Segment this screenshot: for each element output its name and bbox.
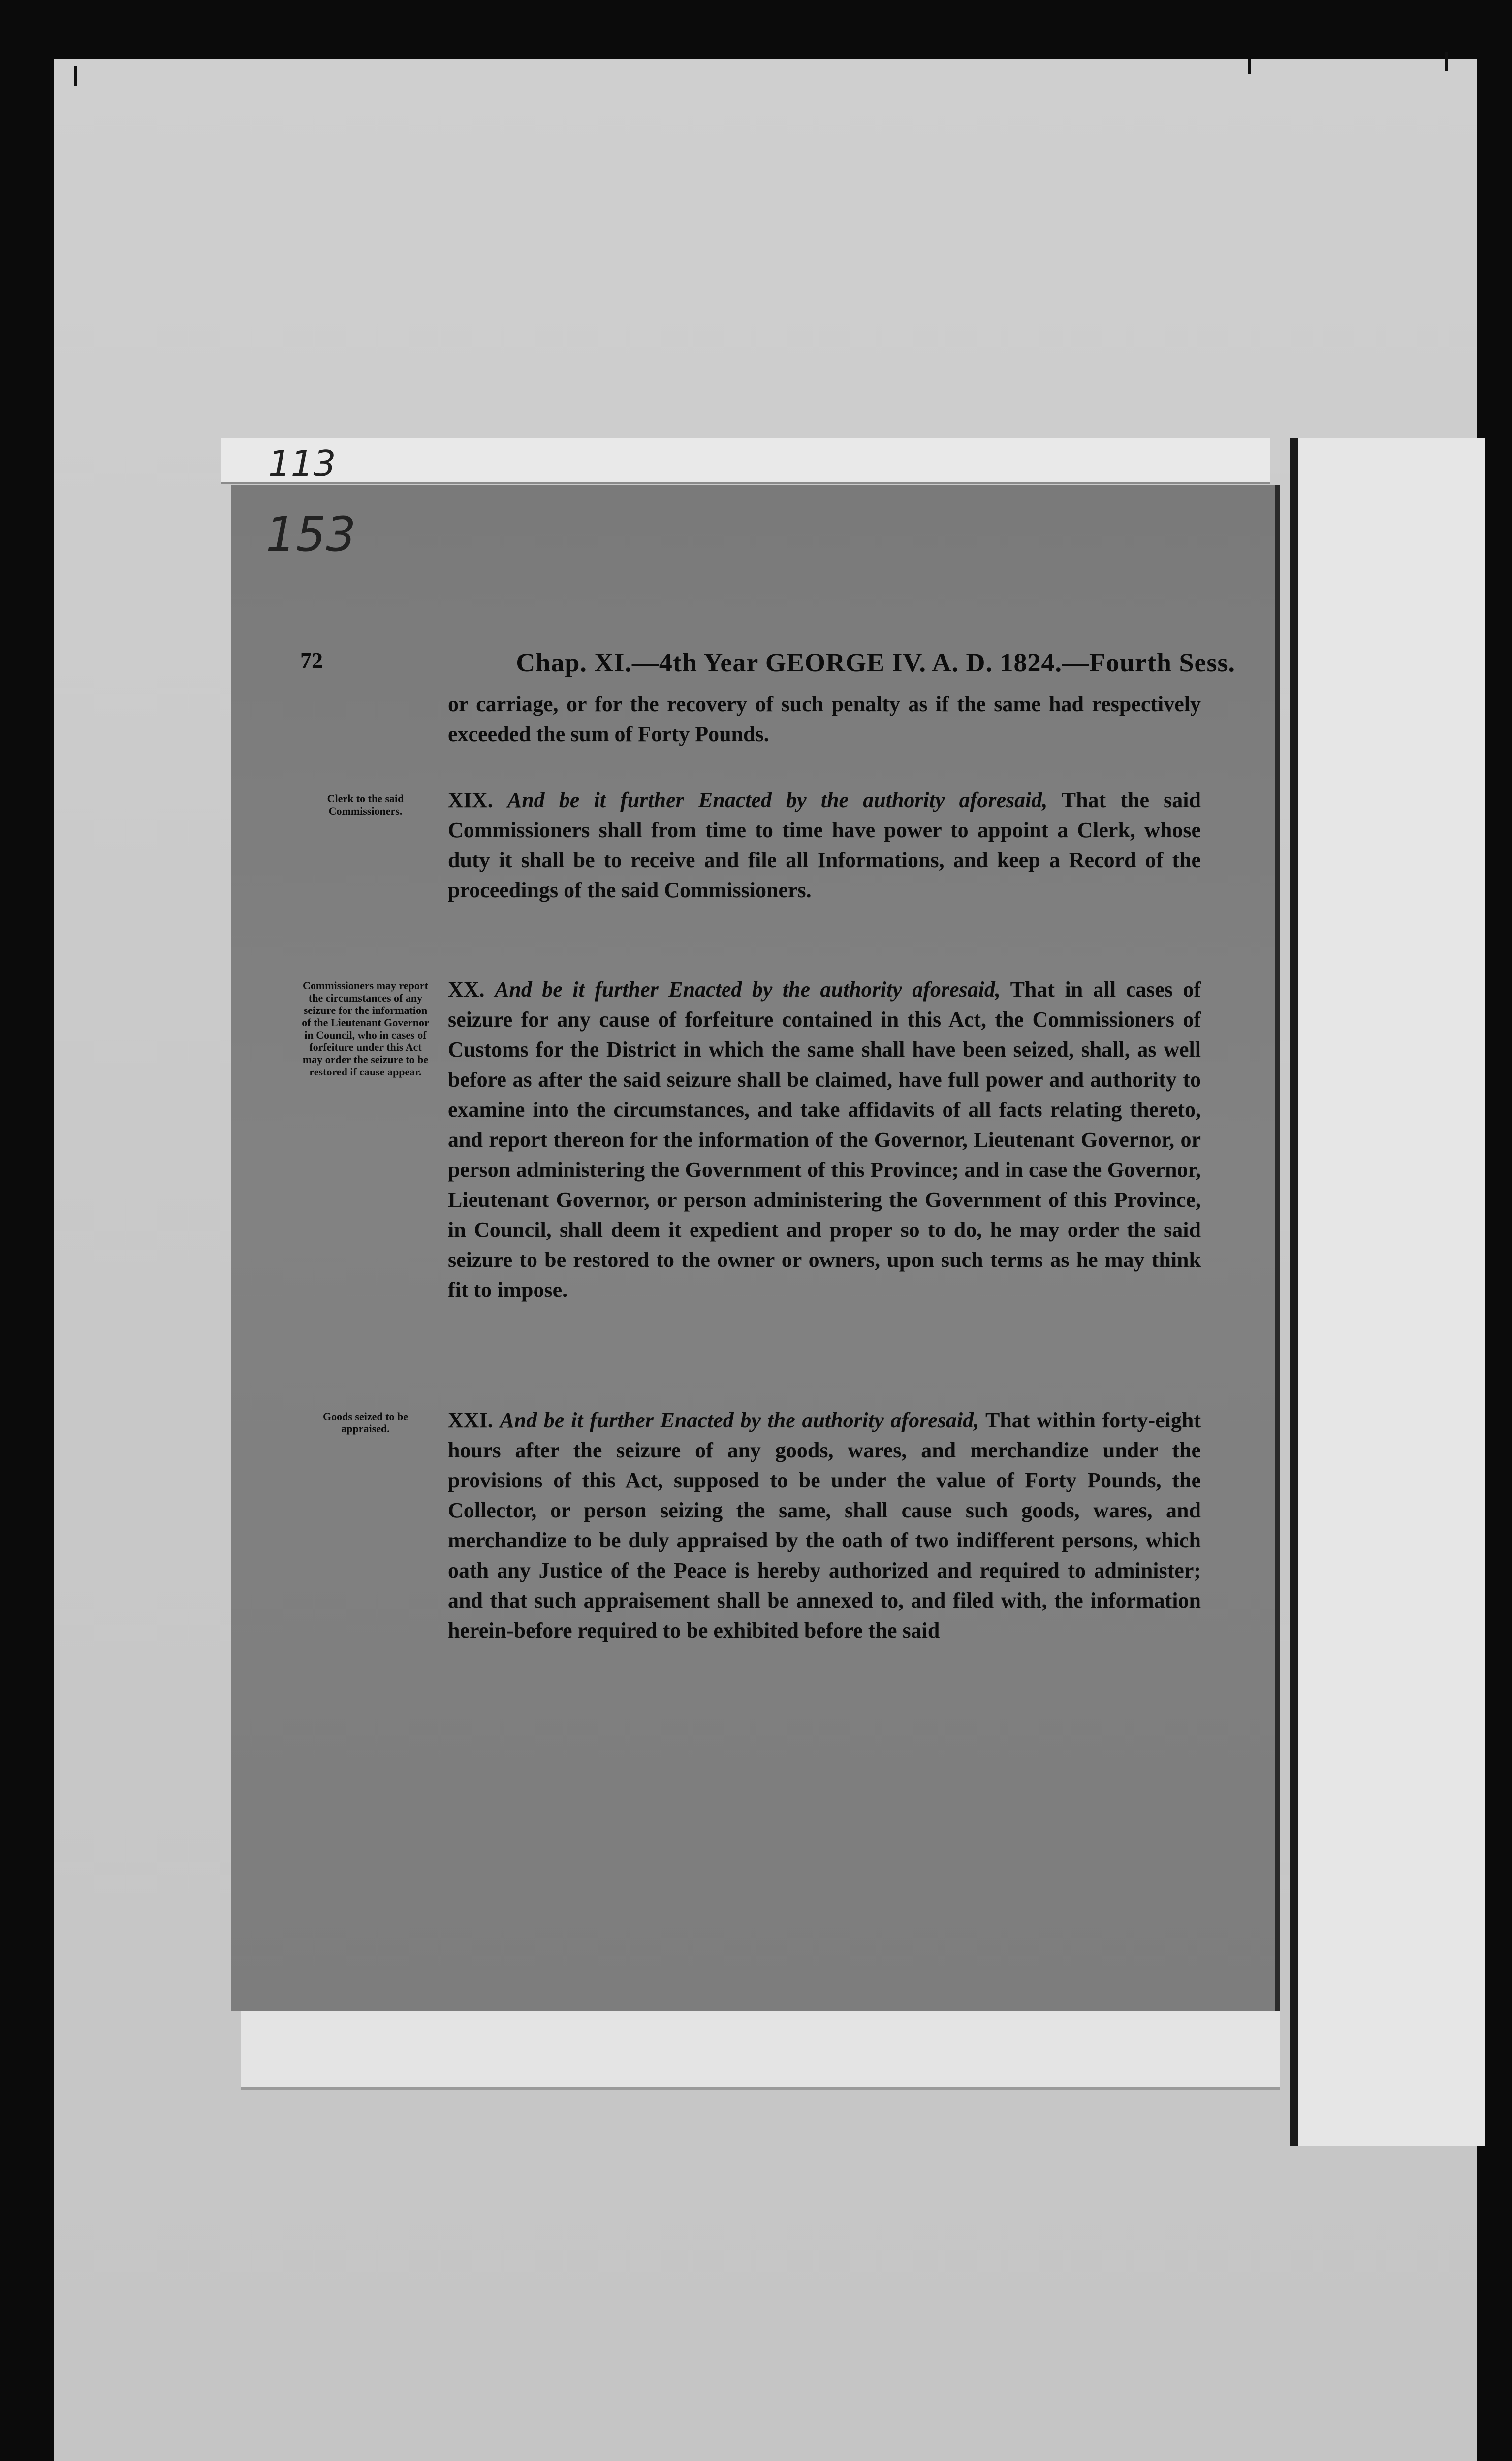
section-text: That in all cases of seizure for any cause of forfeiture contained in this Act, the Commissioners of Customs for the District in which the same shall have been seized, shall, as well before as after the said seizure shall be claimed, have full power and authority to examine into the circumstances, and take affidavits of all facts relating thereto, and report thereon for the information of the Governor, Lieutenant Governor, or person administering the Government of this Province; and in case the Governor, Lieutenant Governor, or person administering the Government of this Province, in Council, shall deem it expedient and proper so to do, he may order the said seizure to be restored to the owner or owners, upon such terms as he may think fit to impose. [448,978,1201,1302]
section-text: That the said Commissioners shall from time to time have power to appoint a Clerk, whose duty it shall be to receive and file all Informations, and keep a Record of the proceedings of the said Commissioners. [448,788,1201,902]
film-tick-mark [74,66,77,86]
handwritten-top-note: 113 [268,443,336,484]
section-text: That within forty-eight hours after the seizure of any goods, wares, and merchandize under the provisions of this Act, supposed to be under the value of Forty Pounds, the Collector, or person seizing the same, shall cause such goods, wares, and merchandize to be duly appraised by the oath of two indifferent persons, which oath any Justice of the Peace is hereby authorized and required to administer; and that such appraisement shall be annexed to, and filed with, the information herein-before required to be exhibited before the said [448,1408,1201,1642]
marginal-note-xx: Commissioners may report the circumstances of any seizure for the information of the Lieutenant Governor in Council, who in cases of forfeiture under this Act may order the seizure to be restored if cause appear. [302,979,429,1078]
page-header [300,647,1235,682]
marginal-note-xix: Clerk to the said Commissioners. [327,792,404,817]
page-number: 72 [300,648,323,673]
section-xxi [448,1405,1201,1645]
document-page [231,485,1280,2011]
section-number: XXI. [448,1408,493,1432]
film-tick-mark [1248,59,1251,74]
top-paper-strip [221,438,1270,484]
section-number: XX. [448,978,485,1002]
running-head: Chap. XI.—4th Year GEORGE IV. A. D. 1824.—Fourth Sess. [516,648,1235,677]
section-number: XIX. [448,788,493,812]
enacting-clause: And be it further Enacted by the authority aforesaid, [507,788,1048,812]
section-xx [448,975,1201,1305]
continuation-paragraph [448,689,1201,749]
continuation-text: or carriage, or for the recovery of such penalty as if the same had respectively exceeded the sum of Forty Pounds. [448,692,1201,746]
marginal-note-xxi: Goods seized to be appraised. [323,1410,408,1435]
enacting-clause: And be it further Enacted by the authority aforesaid, [500,1408,979,1432]
film-tick-mark [1445,52,1448,71]
section-xix [448,785,1201,905]
enacting-clause: And be it further Enacted by the authority aforesaid, [495,978,1001,1002]
handwritten-folio-number: 153 [266,507,356,562]
adjacent-sheet [1290,438,1485,2146]
